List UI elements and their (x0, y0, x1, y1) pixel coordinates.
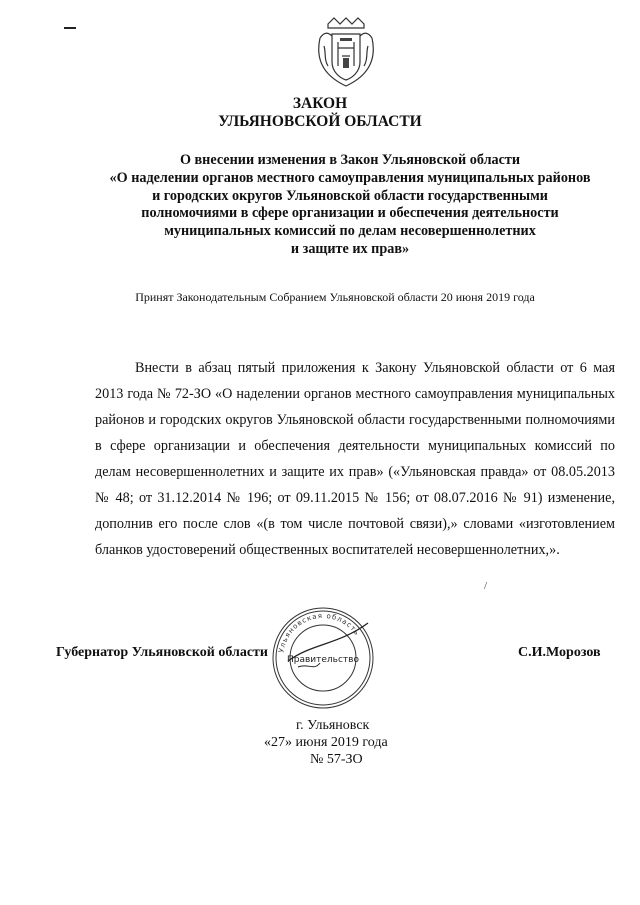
subject-line: О внесении изменения в Закон Ульяновской области (179, 152, 521, 168)
scan-mark (64, 27, 76, 29)
law-subject (60, 152, 640, 259)
subject-line: полномочиями в сфере организации и обеспечения деятельности (141, 205, 559, 222)
subject-line: «О наделении органов местного самоуправления муниципальных районов (109, 169, 591, 186)
official-stamp-icon (268, 603, 378, 713)
governor-title: Губернатор Ульяновской области (56, 645, 268, 660)
handwritten-mark: / (484, 580, 488, 592)
governor-name: С.И.Морозов (518, 645, 601, 660)
law-title-line2: УЛЬЯНОВСКОЙ ОБЛАСТИ (218, 113, 422, 130)
law-title (0, 95, 640, 131)
law-title-line1: ЗАКОН (292, 95, 348, 112)
city: г. Ульяновск (296, 718, 370, 733)
body-paragraph: Внести в абзац пятый приложения к Закону Ульяновской области от 6 мая 2013 года № 72-ЗО «О наделении органов местного самоуправления муниципальных районов и городских округов Ульяновской области государственными полномочиями в сфере организации и обеспечения деятельности муниципальных комиссий по делам несовершеннолетних и защите их прав» («Ульяновская правда» от 08.05.2013 № 48; от 31.12.2014 № 196; от 09.11.2015 № 156; от 08.07.2016 № 91) изменение, дополнив его после слов «(в том числе почтовой связи),» словами «изготовлением бланков удостоверений общественных воспитателей несовершеннолетних,». (95, 360, 615, 558)
law-number: № 57-ЗО (310, 752, 363, 767)
signing-date: «27» июня 2019 года (264, 735, 388, 750)
subject-line: и городских округов Ульяновской области государственными (152, 187, 548, 204)
coat-of-arms-icon (314, 16, 378, 90)
subject-line: муниципальных комиссий по делам несовершеннолетних (164, 223, 536, 240)
stamp-center-text: Правительство (287, 655, 359, 665)
adoption-note: Принят Законодательным Собранием Ульяновской области 20 июня 2019 года (135, 290, 535, 304)
stamp-ring-text: Ульяновская область (277, 611, 362, 654)
subject-line: и защите их прав» (290, 240, 410, 257)
